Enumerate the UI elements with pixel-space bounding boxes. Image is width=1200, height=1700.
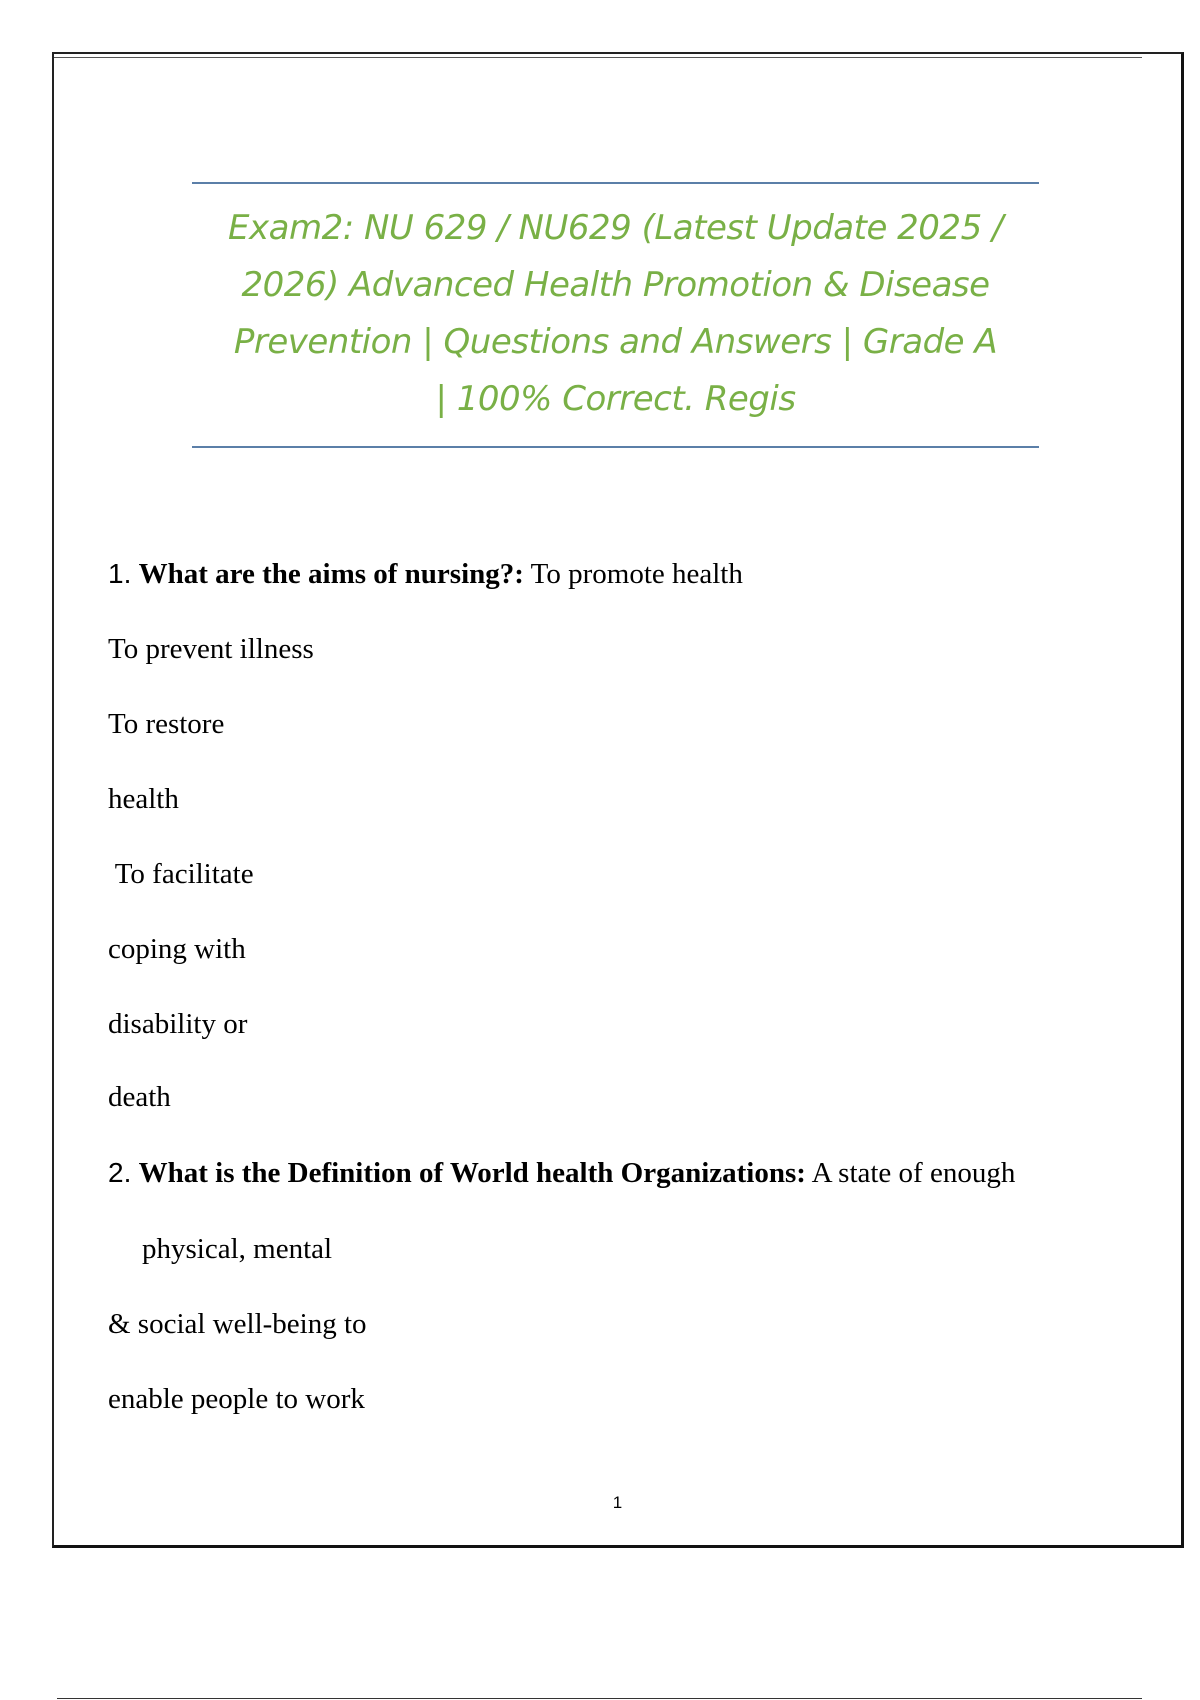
question-1-answer-line: To restore bbox=[108, 708, 225, 740]
question-2-answer-first: A state of enough bbox=[805, 1157, 1016, 1189]
page-number: 1 bbox=[612, 1493, 623, 1512]
title-line-2: 2026) Advanced Health Promotion & Disease bbox=[241, 265, 990, 305]
question-2-answer-line: & social well-being to bbox=[108, 1308, 367, 1340]
question-1-answer-line: coping with bbox=[108, 933, 246, 965]
question-1-text: What are the aims of nursing?: bbox=[138, 558, 524, 590]
question-2-answer-line: enable people to work bbox=[108, 1383, 365, 1415]
next-page-top-line bbox=[57, 1698, 1142, 1699]
title-line-3: Prevention | Questions and Answers | Grade A bbox=[233, 322, 998, 362]
title-rule-bottom bbox=[192, 446, 1039, 448]
question-1-number: 1. bbox=[108, 558, 132, 589]
title-rule-top bbox=[192, 182, 1039, 184]
title-line-1: Exam2: NU 629 / NU629 (Latest Update 2025 / bbox=[228, 208, 1003, 248]
question-1-answer-first: To promote health bbox=[523, 558, 743, 590]
question-2-text: What is the Definition of World health Organizations: bbox=[138, 1157, 806, 1189]
title-line-4: | 100% Correct. Regis bbox=[435, 379, 796, 419]
question-1-answer-line: disability or bbox=[108, 1008, 248, 1040]
question-1-answer-line: To facilitate bbox=[108, 858, 254, 890]
question-1-heading bbox=[108, 558, 743, 591]
document-title bbox=[192, 200, 1039, 428]
question-2-answer-line: physical, mental bbox=[142, 1233, 333, 1265]
question-1-answer-line: To prevent illness bbox=[108, 633, 314, 665]
question-2-number: 2. bbox=[108, 1157, 132, 1188]
question-1-answer-line: health bbox=[108, 783, 179, 815]
question-1-answer-line: death bbox=[108, 1081, 171, 1113]
question-2-heading bbox=[108, 1157, 1015, 1190]
